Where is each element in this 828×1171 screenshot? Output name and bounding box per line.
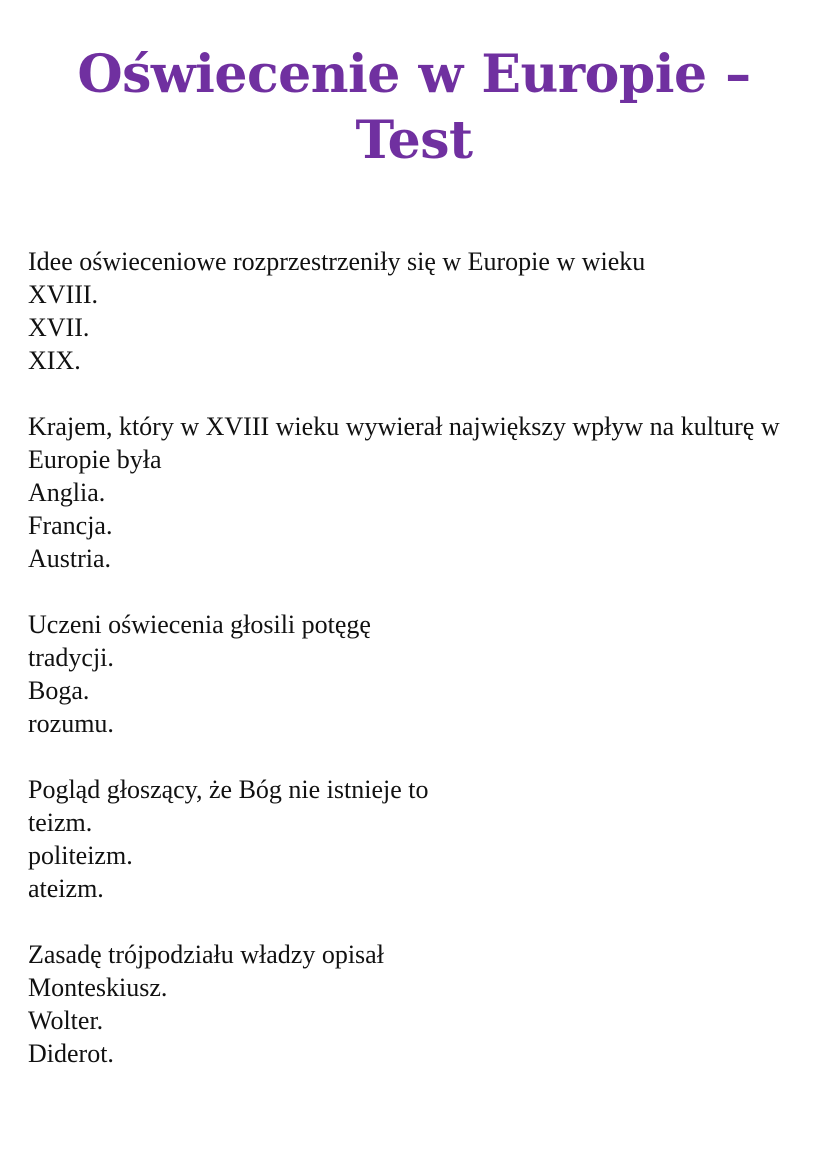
- question-stem: Zasadę trójpodziału władzy opisał: [28, 940, 384, 969]
- question-stem: Krajem, który w XVIII wieku wywierał największy wpływ na kulturę w Europie była: [28, 412, 787, 474]
- question-option[interactable]: XIX.: [28, 346, 81, 375]
- question-option[interactable]: XVII.: [28, 313, 90, 342]
- question-stem: Uczeni oświecenia głosili potęgę: [28, 610, 371, 639]
- question-option[interactable]: Boga.: [28, 676, 90, 705]
- question-option[interactable]: rozumu.: [28, 709, 114, 738]
- question-block: [28, 410, 800, 575]
- question-option[interactable]: Austria.: [28, 544, 112, 573]
- question-option[interactable]: politeizm.: [28, 841, 133, 870]
- question-block: [28, 773, 800, 905]
- document-title-block: [40, 42, 788, 174]
- question-option[interactable]: Monteskiusz.: [28, 973, 168, 1002]
- question-stem: Idee oświeceniowe rozprzestrzeniły się w Europie w wieku: [28, 247, 646, 276]
- quiz-content: [28, 245, 800, 1070]
- question-option[interactable]: Anglia.: [28, 478, 106, 507]
- question-block: [28, 938, 800, 1070]
- question-option[interactable]: Diderot.: [28, 1039, 114, 1068]
- question-block: [28, 608, 800, 740]
- question-option[interactable]: ateizm.: [28, 874, 104, 903]
- question-block: [28, 245, 800, 377]
- question-stem: Pogląd głoszący, że Bóg nie istnieje to: [28, 775, 429, 804]
- question-option[interactable]: Wolter.: [28, 1006, 104, 1035]
- page-title: [40, 42, 788, 174]
- question-option[interactable]: Francja.: [28, 511, 113, 540]
- page-title-line-2: Test: [355, 110, 473, 171]
- question-option[interactable]: XVIII.: [28, 280, 99, 309]
- question-option[interactable]: tradycji.: [28, 643, 114, 672]
- question-option[interactable]: teizm.: [28, 808, 93, 837]
- page-title-line-1: Oświecenie w Europie –: [77, 44, 751, 105]
